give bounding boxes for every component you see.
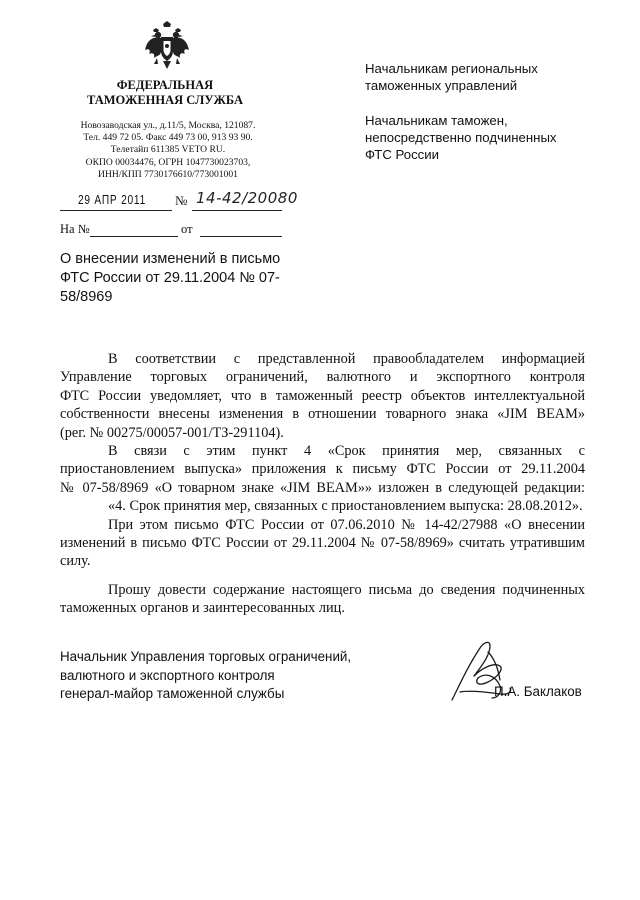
letter-subject <box>60 250 300 307</box>
sender-address-line: Новозаводская ул., д.11/5, Москва, 121087. <box>80 120 256 131</box>
signer-name: П.А. Баклаков <box>494 684 582 699</box>
body-line: Управление торговых ограничений, валютного и экспортного контроля <box>60 369 585 386</box>
recipients <box>365 60 605 181</box>
sender-org-name-line: ТАМОЖЕННАЯ СЛУЖБА <box>87 93 243 107</box>
subject-line: О внесении изменений в письмо <box>60 251 281 267</box>
reference-from-label: от <box>181 222 193 236</box>
body-paragraph <box>60 350 585 442</box>
date-underline <box>60 210 172 211</box>
registration-date: 29 АПР 2011 <box>78 192 147 207</box>
body-line: изменений в письмо ФТС России от 29.11.2004 № 07-58/8969» считать утратившим <box>60 535 585 552</box>
sender-address-line: Телетайп 611385 VETO RU. <box>110 144 226 156</box>
body-line: приостановлением выпуска» приложения к письму ФТС России от 29.11.2004 <box>60 461 585 478</box>
reference-row <box>60 222 290 242</box>
body-paragraph <box>60 581 585 618</box>
recipient-line: Начальникам таможен, <box>365 113 508 128</box>
signer-position-line: Начальник Управления торговых ограничений, <box>60 649 352 664</box>
sender-address-line: ОКПО 00034476, ОГРН 1047730023703, <box>85 156 251 168</box>
handwritten-signature-icon <box>430 632 540 712</box>
body-paragraph <box>60 442 585 497</box>
number-sign: № <box>175 193 188 208</box>
body-line: Прошу довести содержание настоящего письма до сведения подчиненных <box>108 581 585 598</box>
body-line: «4. Срок принятия мер, связанных с приостановлением выпуска: 28.08.2012». <box>108 498 583 515</box>
recipient-block <box>365 60 605 94</box>
recipient-line: Начальникам региональных <box>365 61 538 76</box>
recipient-block <box>365 112 605 163</box>
signer-position-line: валютного и экспортного контроля <box>60 667 275 683</box>
letter-body <box>60 350 585 618</box>
body-line: ФТС России уведомляет, что в таможенный реестр объектов интеллектуальной <box>60 387 585 404</box>
body-line: (рег. № 00275/00057-001/ТЗ-291104). <box>60 424 284 441</box>
reference-number-underline <box>90 236 178 237</box>
signer-position <box>60 648 390 704</box>
registration-number: 14-42/20080 <box>196 189 298 207</box>
emblem-icon <box>143 20 191 72</box>
body-line: таможенных органов и заинтересованных лиц. <box>60 600 345 617</box>
body-line: В соответствии с представленной правообладателем информацией <box>108 351 585 367</box>
subject-line: ФТС России от 29.11.2004 № 07- <box>60 270 280 286</box>
body-paragraph <box>60 516 585 571</box>
paragraph-gap <box>60 571 585 581</box>
recipient-line: ФТС России <box>365 147 439 162</box>
number-underline <box>192 210 282 211</box>
body-line: В связи с этим пункт 4 «Срок принятия мер, связанных с <box>108 443 585 460</box>
body-paragraph <box>60 497 585 515</box>
recipient-line: непосредственно подчиненных <box>365 130 557 145</box>
body-line: № 07-58/8969 «О товарном знаке «JIM BEAM»» изложен в следующей редакции: <box>60 479 585 496</box>
recipient-line: таможенных управлений <box>365 78 518 93</box>
reference-date-underline <box>200 236 282 237</box>
sender-org-name <box>60 78 270 108</box>
body-line: силу. <box>60 553 91 570</box>
body-line: При этом письмо ФТС России от 07.06.2010 № 14-42/27988 «О внесении <box>108 516 585 533</box>
reference-label: На № <box>60 222 90 236</box>
body-line: собственности внесены изменения в отношении товарного знака «JIM BEAM» <box>60 406 585 423</box>
sender-address-line: ИНН/КПП 7730176610/773001001 <box>98 168 238 180</box>
registration-date-row <box>60 189 298 212</box>
sender-address <box>58 120 278 181</box>
subject-line: 58/8969 <box>60 289 113 305</box>
sender-address-line: Тел. 449 72 05. Факс 449 73 00, 913 93 90. <box>83 132 253 144</box>
signer-position-line: генерал-майор таможенной службы <box>60 686 285 701</box>
sender-org-name-line: ФЕДЕРАЛЬНАЯ <box>116 78 214 92</box>
